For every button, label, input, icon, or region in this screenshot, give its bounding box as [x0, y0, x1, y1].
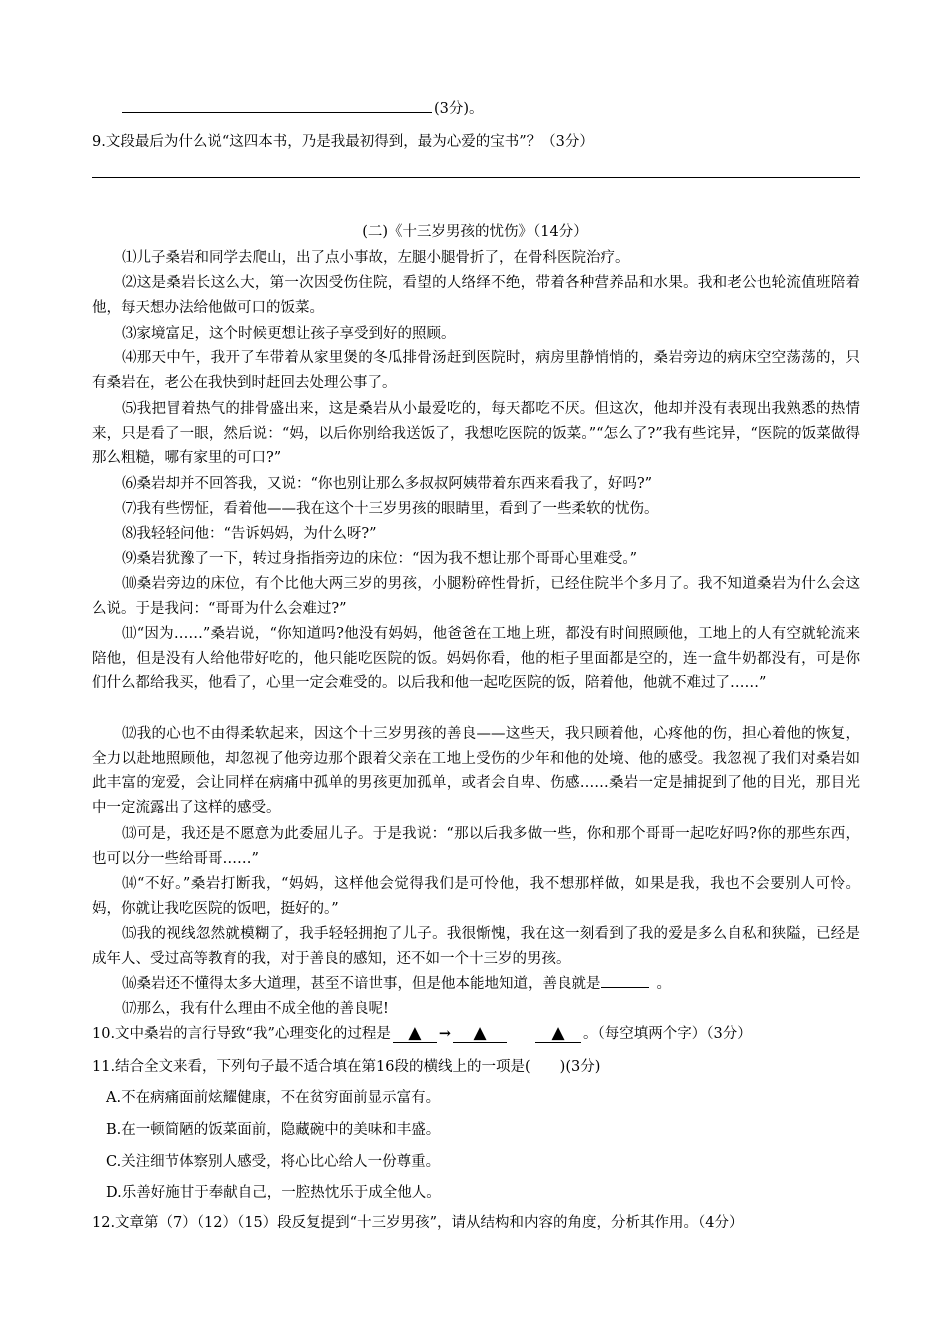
paragraph-15: ⒂我的视线忽然就模糊了，我手轻轻拥抱了儿子。我很惭愧，我在这一刻看到了我的爱是多么自私和狭隘，已经是成年人、受过高等教育的我，对于善良的感知，还不如一个十三岁的男孩。	[92, 926, 860, 967]
question-9: 9.文段最后为什么说“这四本书，乃是我最初得到，最为心爱的宝书”？（3分）	[92, 134, 594, 150]
paragraph-17: ⒄那么，我有什么理由不成全他的善良呢!	[122, 1001, 389, 1017]
paragraph-16-end: 。	[656, 976, 671, 992]
blank-1[interactable]	[393, 1023, 437, 1043]
question-12: 12.文章第（7）（12）（15）段反复提到“十三岁男孩”，请从结构和内容的角度，分析其作用。（4分）	[92, 1215, 744, 1231]
triangle-icon: ▲	[473, 1023, 487, 1043]
paragraph-9: ⑼桑岩犹豫了一下，转过身指指旁边的床位：“因为我不想让那个哥哥心里难受。”	[122, 551, 638, 567]
option-c[interactable]: C.关注细节体察别人感受，将心比心给人一份尊重。	[106, 1154, 441, 1170]
arrow-icon: →	[438, 1025, 452, 1042]
option-b[interactable]: B.在一顿简陋的饭菜面前，隐藏碗中的美味和丰盛。	[106, 1122, 441, 1138]
paragraph-16	[122, 972, 671, 993]
question-10-stem: 10.文中桑岩的言行导致“我”心理变化的过程是	[92, 1026, 391, 1042]
option-a[interactable]: A.不在病痛面前炫耀健康，不在贫穷面前显示富有。	[106, 1090, 441, 1106]
paragraph-16-text: ⒃桑岩还不懂得太多大道理，甚至不谙世事，但是他本能地知道，善良就是	[122, 976, 601, 992]
triangle-icon: ▲	[551, 1023, 565, 1043]
paragraph-1: ⑴儿子桑岩和同学去爬山，出了点小事故，左腿小腿骨折了，在骨科医院治疗。	[122, 250, 630, 266]
paragraph-5: ⑸我把冒着热气的排骨盛出来，这是桑岩从小最爱吃的，每天都吃不厌。但这次，他却并没有表现出我熟悉的热情来，只是看了一眼，然后说：“妈，以后你别给我送饭了，我想吃医院的饭菜。”“怎么了?”我有些诧异，“医院的饭菜做得那么粗糙，哪有家里的可口?”	[92, 401, 860, 466]
paragraph-7: ⑺我有些愣怔，看着他——我在这个十三岁男孩的眼睛里，看到了一些柔软的忧伤。	[122, 501, 659, 517]
blank-3[interactable]	[535, 1023, 581, 1043]
question-10	[92, 1022, 752, 1043]
blank-2[interactable]	[453, 1023, 507, 1043]
paragraph-2: ⑵这是桑岩长这么大，第一次因受伤住院，看望的人络绎不绝，带着各种营养品和水果。我和老公也轮流值班陪着他，每天想办法给他做可口的饭菜。	[92, 275, 860, 316]
triangle-icon: ▲	[408, 1023, 422, 1043]
paragraph-16-blank[interactable]	[601, 973, 649, 988]
paragraph-11: ⑾“因为……”桑岩说，“你知道吗?他没有妈妈，他爸爸在工地上班，都没有时间照顾他，工地上的人有空就轮流来陪他，但是没有人给他带好吃的，他只能吃医院的饭。妈妈你看，他的柜子里面都是空的，连一盒牛奶都没有，可是你们什么都给我买，他看了，心里一定会难受的。以后我和他一起吃医院的饭，陪着他，他就不难过了……”	[92, 626, 860, 691]
paragraph-13: ⒀可是，我还是不愿意为此委屈儿子。于是我说：“那以后我多做一些，你和那个哥哥一起吃好吗?你的那些东西，也可以分一些给哥哥……”	[92, 826, 860, 867]
paragraph-4: ⑷那天中午，我开了车带着从家里煲的冬瓜排骨汤赶到医院时，病房里静悄悄的，桑岩旁边的病床空空荡荡的，只有桑岩在，老公在我快到时赶回去处理公事了。	[92, 350, 860, 391]
question-10-suffix: 。（每空填两个字）（3分）	[583, 1026, 752, 1042]
option-d[interactable]: D.乐善好施甘于奉献自己，一腔热忱乐于成全他人。	[106, 1185, 441, 1201]
section-title: (二)《十三岁男孩的忧伤》（14分）	[362, 224, 588, 240]
answer-line-q9[interactable]	[92, 177, 860, 178]
paragraph-6: ⑹桑岩却并不回答我，又说：“你也别让那么多叔叔阿姨带着东西来看我了，好吗?”	[122, 476, 653, 492]
top-score-suffix: (3分)。	[434, 101, 484, 117]
paragraph-3: ⑶家境富足，这个时候更想让孩子享受到好的照顾。	[122, 326, 456, 342]
paragraph-10: ⑽桑岩旁边的床位，有个比他大两三岁的男孩，小腿粉碎性骨折，已经住院半个多月了。我不知道桑岩为什么会这么说。于是我问：“哥哥为什么会难过?”	[92, 576, 860, 617]
paragraph-12: ⑿我的心也不由得柔软起来，因这个十三岁男孩的善良——这些天，我只顾着他，心疼他的伤，担心着他的恢复，全力以赴地照顾他，却忽视了他旁边那个跟着父亲在工地上受伤的少年和他的处境、他的感受。我忽视了我们对桑岩如此丰富的宠爱，会让同样在病痛中孤单的男孩更加孤单，或者会自卑、伤感……桑岩一定是捕捉到了他的目光，那目光中一定流露出了这样的感受。	[92, 726, 860, 816]
question-11: 11.结合全文来看，下列句子最不适合填在第16段的横线上的一项是( )(3分)	[92, 1059, 601, 1075]
answer-line-top[interactable]	[122, 112, 432, 113]
paragraph-14: ⒁“不好。”桑岩打断我，“妈妈，这样他会觉得我们是可怜他，我不想那样做，如果是我，我也不会要别人可怜。妈，你就让我吃医院的饭吧，挺好的。”	[92, 876, 860, 917]
paragraph-8: ⑻我轻轻问他：“告诉妈妈，为什么呀?”	[122, 526, 377, 542]
